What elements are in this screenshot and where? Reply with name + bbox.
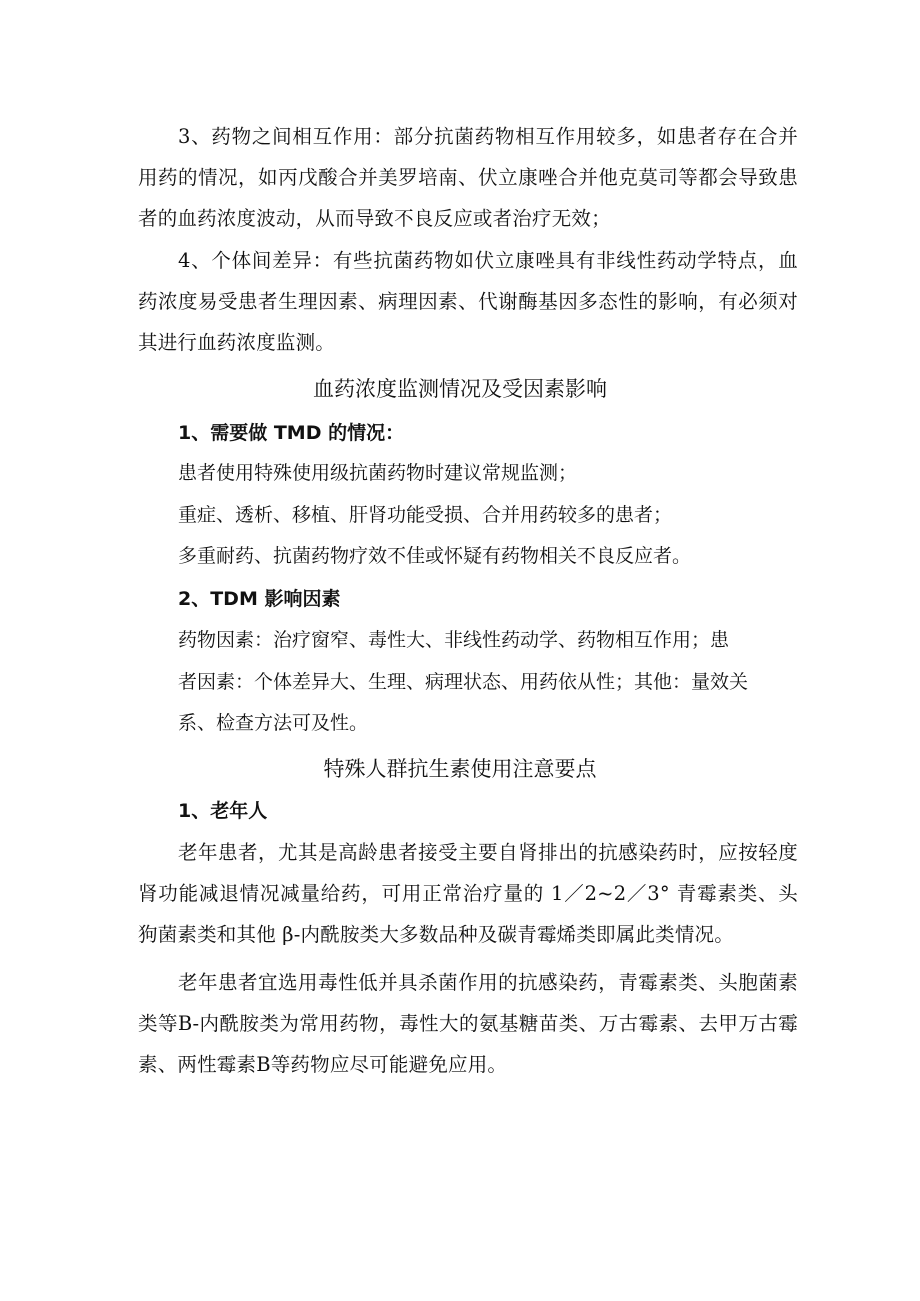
list-item: 患者使用特殊使用级抗菌药物时建议常规监测；: [178, 462, 578, 484]
subheading-elderly: 1、老年人: [178, 800, 268, 822]
section-title-special-population: 特殊人群抗生素使用注意要点: [323, 757, 597, 781]
subheading-tdm-factors: 2、TDM 影响因素: [178, 588, 341, 610]
subheading-tmd-cases: 1、需要做 TMD 的情况：: [178, 422, 405, 444]
factor-line: 系、检查方法可及性。: [178, 712, 369, 734]
section-title-tdm: 血药浓度监测情况及受因素影响: [313, 377, 607, 401]
paragraph-elderly-dosing: 老年患者，尤其是高龄患者接受主要自肾排出的抗感染药时，应按轻度肾功能减退情况减量给药，可用正常治疗量的 1／2~2／3° 青霉素类、头狗菌素类和其他 β-内酰胺类大多数品种及碳青霉烯类即属此类情况。: [138, 841, 798, 946]
factor-line: 药物因素：治疗窗窄、毒性大、非线性药动学、药物相互作用；患: [178, 629, 730, 651]
paragraph-drug-interaction: 3、药物之间相互作用：部分抗菌药物相互作用较多，如患者存在合并用药的情况，如丙戊酸合并美罗培南、伏立康唑合并他克莫司等都会导致患者的血药浓度波动，从而导致不良反应或者治疗无效；: [138, 125, 798, 230]
list-item: 多重耐药、抗菌药物疗效不佳或怀疑有药物相关不良反应者。: [178, 545, 692, 567]
paragraph-individual-difference: 4、个体间差异：有些抗菌药物如伏立康唑具有非线性药动学特点，血药浓度易受患者生理因素、病理因素、代谢酶基因多态性的影响，有必须对其进行血药浓度监测。: [138, 249, 798, 354]
list-item: 重症、透析、移植、肝肾功能受损、合并用药较多的患者；: [178, 504, 673, 526]
paragraph-elderly-drug-choice: 老年患者宜选用毒性低并具杀菌作用的抗感染药，青霉素类、头胞菌素类等Β-内酰胺类为常用药物，毒性大的氨基糖苗类、万古霉素、去甲万古霉素、两性霉素Β等药物应尽可能避免应用。: [138, 971, 798, 1076]
factor-line: 者因素：个体差异大、生理、病理状态、用药依从性；其他：量效关: [178, 671, 749, 693]
